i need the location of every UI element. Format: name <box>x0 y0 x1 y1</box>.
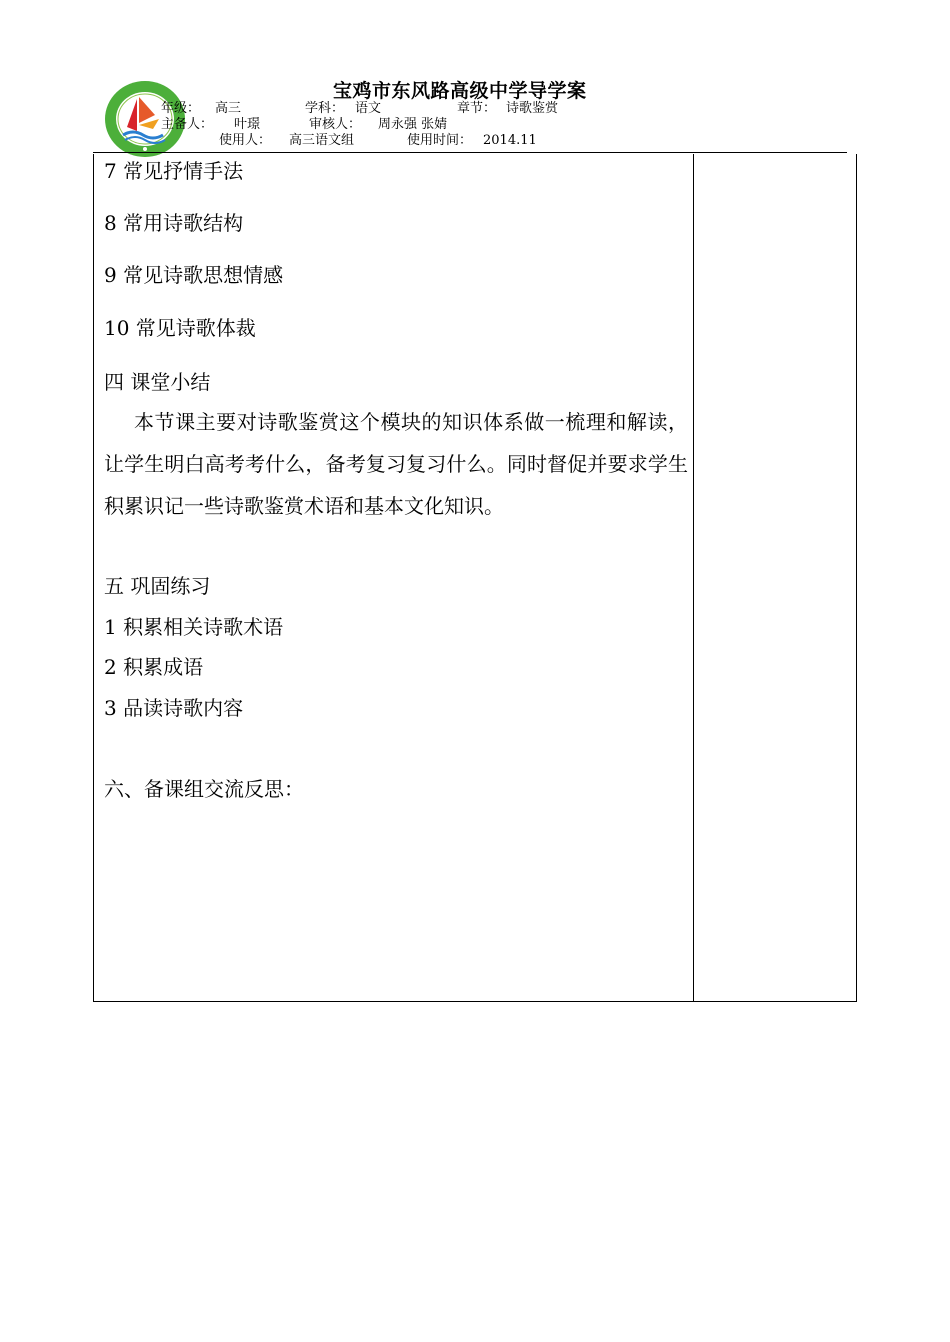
chapter-value: 诗歌鉴赏 <box>506 101 559 116</box>
section-4-paragraph: 本节课主要对诗歌鉴赏这个模块的知识体系做一梳理和解读，让学生明白高考考什么，备考复习复习什么。同时督促并要求学生积累识记一些诗歌鉴赏术语和基本文化知识。 <box>104 410 688 518</box>
header-divider <box>93 152 847 153</box>
item-9: 9 常见诗歌思想情感 <box>104 263 284 287</box>
exercise-3: 3 品读诗歌内容 <box>104 696 244 720</box>
document-title: 宝鸡市东风路高级中学导学案 <box>333 80 587 102</box>
preparer-value: 叶璟 <box>234 117 261 132</box>
user-value: 高三语文组 <box>289 133 355 148</box>
exercise-2: 2 积累成语 <box>104 655 204 679</box>
exercise-1: 1 积累相关诗歌术语 <box>104 615 284 639</box>
item-7: 7 常见抒情手法 <box>104 159 244 183</box>
item-10: 10 常见诗歌体裁 <box>104 316 256 340</box>
date-label: 使用时间： <box>407 133 473 148</box>
reviewer-label: 审核人： <box>309 117 362 132</box>
section-6-title: 六、备课组交流反思： <box>104 777 304 801</box>
subject-label: 学科： <box>305 101 345 116</box>
subject-value: 语文 <box>355 101 382 116</box>
section-4-title: 四 课堂小结 <box>104 370 211 394</box>
reviewer-value: 周永强 张婧 <box>378 117 448 132</box>
notes-cell <box>692 154 857 1002</box>
document-header <box>0 0 950 160</box>
user-label: 使用人： <box>219 133 272 148</box>
section-5-title: 五 巩固练习 <box>104 574 211 598</box>
grade-label: 年级： <box>161 101 201 116</box>
date-value: 2014.11 <box>483 133 537 148</box>
main-content-cell <box>93 154 694 1002</box>
item-8: 8 常用诗歌结构 <box>104 211 244 235</box>
chapter-label: 章节： <box>457 101 497 116</box>
preparer-label: 主备人： <box>161 117 214 132</box>
lesson-table <box>93 154 858 1003</box>
grade-value: 高三 <box>215 101 242 116</box>
